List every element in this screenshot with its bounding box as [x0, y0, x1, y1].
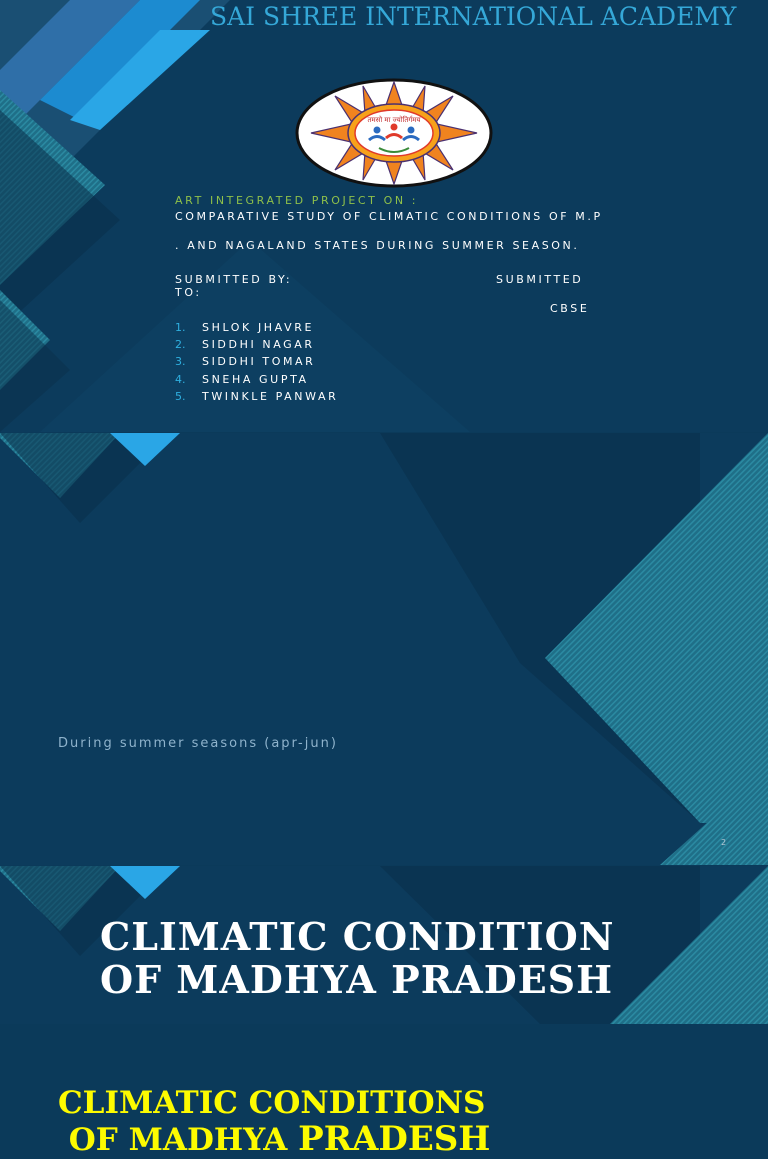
slide-3: [0, 866, 768, 1024]
project-topic-line-2: . AND NAGALAND STATES DURING SUMMER SEASON.: [175, 239, 580, 252]
submitted-by-label: SUBMITTED BY:: [175, 273, 293, 286]
slide-2: [0, 433, 768, 1159]
list-item: [175, 319, 338, 336]
title-line-1: CLIMATIC CONDITION: [100, 914, 615, 959]
member-name: SHLOK JHAVRE: [202, 321, 315, 335]
list-item: [175, 353, 338, 370]
list-item-number: 2.: [175, 338, 186, 352]
member-name: SIDDHI NAGAR: [202, 338, 315, 352]
page-number: 2: [721, 838, 727, 847]
slide-1: [0, 0, 768, 432]
school-logo: [295, 78, 493, 188]
member-name: SIDDHI TOMAR: [202, 355, 316, 369]
list-item-number: 4.: [175, 372, 186, 386]
list-item-number: 3.: [175, 355, 186, 369]
slide-2-background: [0, 433, 768, 865]
title-line-2a: OF MADHYA: [68, 1122, 299, 1158]
title-line-1: CLIMATIC CONDITIONS: [58, 1085, 486, 1121]
member-list: [175, 319, 338, 405]
slide-2-title: [58, 1086, 578, 1159]
slide-3-title: [100, 915, 660, 1001]
member-name: SNEHA GUPTA: [202, 372, 309, 386]
school-name: SAI SHREE INTERNATIONAL ACADEMY: [210, 2, 737, 31]
project-topic-line-1: COMPARATIVE STUDY OF CLIMATIC CONDITIONS OF M.P: [175, 210, 603, 223]
slide-2-subtitle: During summer seasons (apr-jun): [58, 736, 338, 751]
title-line-2b: PRADESH: [298, 1119, 491, 1159]
list-item-number: 5.: [175, 389, 186, 403]
list-item: [175, 336, 338, 353]
submitted-to-label-cont: TO:: [175, 286, 202, 299]
submitted-to-value: CBSE: [550, 302, 590, 315]
svg-text:तमसो मा ज्योतिर्गमय: तमसो मा ज्योतिर्गमय: [367, 116, 421, 124]
list-item-number: 1.: [175, 321, 186, 335]
submitted-to-label: SUBMITTED: [496, 273, 584, 286]
list-item: [175, 371, 338, 388]
project-heading: ART INTEGRATED PROJECT ON :: [175, 194, 419, 207]
member-name: TWINKLE PANWAR: [202, 389, 339, 403]
list-item: [175, 388, 338, 405]
title-line-2: OF MADHYA PRADESH: [100, 957, 614, 1002]
